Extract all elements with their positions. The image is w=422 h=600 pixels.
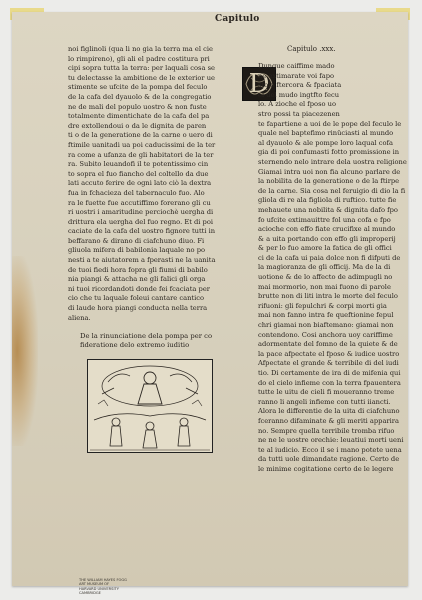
stamp-line: HARVARD UNIVERSITY: [79, 586, 119, 591]
left-text-column: [68, 45, 215, 323]
text-line: ri uostri i amaritudine perciochè uergha di: [68, 208, 214, 217]
text-line: totalmente dimentichate de la cafa del pa: [68, 112, 210, 121]
text-line: to sopra el fuo fiancho del coltello da due: [68, 169, 209, 178]
initial-letter: D: [248, 69, 270, 99]
text-line: ftimile uanitadi ua poi caducissimi de la ter: [68, 140, 216, 149]
chapter-heading: Capitulo .xxx.: [287, 45, 336, 53]
stamp-line: THE WILLIAM HAYES FOGG: [79, 578, 127, 582]
text-line: adormentate del fomno de la quiete & de: [258, 340, 398, 349]
text-line: lati accuto ferire de ogni lato ciò la dextra: [68, 179, 212, 188]
text-line: aliena.: [68, 313, 91, 322]
text-line: brutte non di liti intra le morte del feculo: [258, 292, 398, 301]
text-line: de tuoi fiedi hora fopra gli fiumi di babilo: [68, 265, 208, 274]
text-line: cipi sopra tutta la terra: per laquali cosa se: [68, 64, 215, 73]
text-line: tutte le uitu de cieli fi moueranno treme: [258, 388, 395, 397]
text-line: cio che tu laquale foleui cantare cantico: [68, 294, 205, 303]
incunabula-leaf: [12, 12, 408, 595]
text-line: ti o de la generatione de la carne o uero di: [68, 131, 213, 140]
text-line: ra come a ufanza de gli habitatori de la ter: [68, 150, 214, 159]
text-line: te al iudicio. Ecco il se i mano potete uena: [258, 445, 402, 454]
text-line: ra. Subito leuandofi il te potentissimo cin: [68, 160, 209, 169]
section-heading: [80, 332, 212, 351]
text-line: ci de la cafa ui paia dolce non fi difputi de: [258, 253, 401, 262]
text-line: al dyauolo & ale pompe loro laqual cofa: [258, 138, 393, 147]
text-line: mehauete una nobilita & dignita dafo fpo: [258, 205, 398, 214]
text-line: el del mudo ingtfto fecu: [258, 90, 340, 99]
text-line: mai non fanno intra fe queftionine fepul: [258, 311, 394, 320]
text-line: la pace afpectate el fposo & iudice uostro: [258, 349, 400, 358]
text-line: sternendo nelo intrare dela uostra religione: [258, 157, 407, 166]
text-line: contendono. Cosi anchora uoy cariffime: [258, 330, 393, 339]
text-line: stolo ftercora & fpaciata: [258, 81, 342, 90]
text-line: la magioranza de gli officij. Ma de la di: [258, 263, 391, 272]
text-line: chri giamai non biaftemano: giamai non: [258, 321, 394, 330]
text-line: fceranno difaminate & gli meriti apparira: [258, 416, 399, 425]
text-line: nia piangi & attacha ne gli falici gli orga: [68, 275, 206, 284]
text-line: & per lo fuo amore la fatica de gli offici: [258, 244, 392, 253]
text-line: dre extollendoui o da le dignita de paren: [68, 121, 207, 130]
stamp-line: CAMBRIDGE: [79, 590, 101, 595]
text-line: Alora le differentie de la uita di ciafchuno: [258, 407, 400, 416]
stamp-line: ART MUSEUM OF: [79, 582, 110, 587]
text-line: do el cielo infieme con la terra fpauentera: [258, 378, 401, 387]
text-line: ra le fuette fue accutiffimo forerano gli cu: [68, 198, 211, 207]
text-line: Giamai intra uoi non fia alcuno parlare de: [258, 167, 401, 176]
text-line: de la carne. Sia cosa nel feruigio di dio la fi: [258, 186, 406, 195]
text-line: da tutti uole dimandate ragione. Certo de: [258, 455, 400, 464]
water-stain: [12, 256, 38, 446]
text-line: ne de mali del populo uostro & non fuste: [68, 102, 207, 111]
text-line: stro possi ta piacezenen: [258, 109, 340, 118]
text-line: gia di poi confumasti fotto promissione in: [258, 148, 400, 157]
text-line: Dunque caiffime mado: [258, 62, 335, 70]
text-line: tio. Di certamente de ira di de mifenia qui: [258, 369, 401, 377]
text-line: quale nel baptefimo rinüciasti al mundo: [258, 129, 394, 138]
heading-line: fideratione delo extremo iuditio: [80, 341, 190, 350]
text-line: fo ufcite extimauittre fol una cofa e fpo: [258, 215, 391, 224]
running-head: Capitulo: [215, 14, 260, 24]
text-line: gliola di re ala figliola di ruftico. tutte fie: [258, 196, 397, 205]
text-line: ni tuoi ricordandoti donde fei fcaciata per: [68, 284, 210, 293]
text-line: caciate de la cafa del uostro fignore tutti in: [68, 227, 216, 236]
text-line: le minime cogitatione certo de le legere: [258, 464, 394, 473]
text-line: la nobilita de la generatione o de la ftirpe: [258, 177, 400, 186]
text-line: beffarano & dirano di ciafchuno diuo. Fi: [68, 236, 205, 245]
text-line: ne extimarate voi fapo: [258, 71, 335, 80]
text-line: tu delectasse la ambitione de le exterior ue: [68, 73, 215, 82]
woodcut-illustration: [87, 359, 213, 453]
text-line: ranno li angeli infieme con tutti iiancti.: [258, 397, 391, 406]
text-line: nesti a te aiutatorem a fperasti ne la uanita: [68, 256, 216, 265]
text-line: drittura ela uergha del fuo regno. Et di poi: [68, 217, 214, 226]
text-line: stimente se ufcite de la pompa del feculo: [68, 83, 208, 92]
text-line: no. Sempre quella terribile tromba rifuo: [258, 426, 395, 435]
text-line: mai mormorio, non mai fuono di parole: [258, 282, 391, 291]
text-line: fua in fchacieza del tabernaculo fuo. Alo: [68, 188, 205, 197]
text-line: acioche con effo fiate crucifixe al mundo: [258, 225, 396, 234]
collector-stamp: [79, 578, 127, 595]
text-line: rifuoni: gli fepulchri & corpi morti gia: [258, 301, 387, 310]
text-line: gliuola mifera di babilonia laquale no po: [68, 246, 206, 255]
text-line: ne ne le uostre orechie: leuatiui morti ueni: [258, 436, 404, 445]
text-line: noi figlinoli (qua li no gia la terra ma el cie: [68, 45, 213, 53]
last-judgment-woodcut-icon: [88, 360, 212, 452]
heading-line: De la rinunciatione dela pompa per co: [80, 332, 213, 340]
text-line: lo. A zioche el fposo uo: [258, 100, 336, 109]
text-line: Afpectate el grande & terribile di del iudi: [258, 359, 399, 368]
text-line: di laude hora piangi conducta nella terra: [68, 304, 208, 313]
text-line: & a uita portando con effo gli improperij: [258, 234, 396, 243]
text-line: te fapartiene a uoi de le pope del feculo le: [258, 119, 402, 128]
right-text-column: [258, 62, 407, 475]
text-line: lo rimpireno), gli ali el padre costitura pri: [68, 54, 210, 63]
text-line: de la cafa del dyauolo & de la congregatio: [68, 92, 212, 101]
text-line: uotione & de lo affecto de adimpugli no: [258, 273, 393, 282]
